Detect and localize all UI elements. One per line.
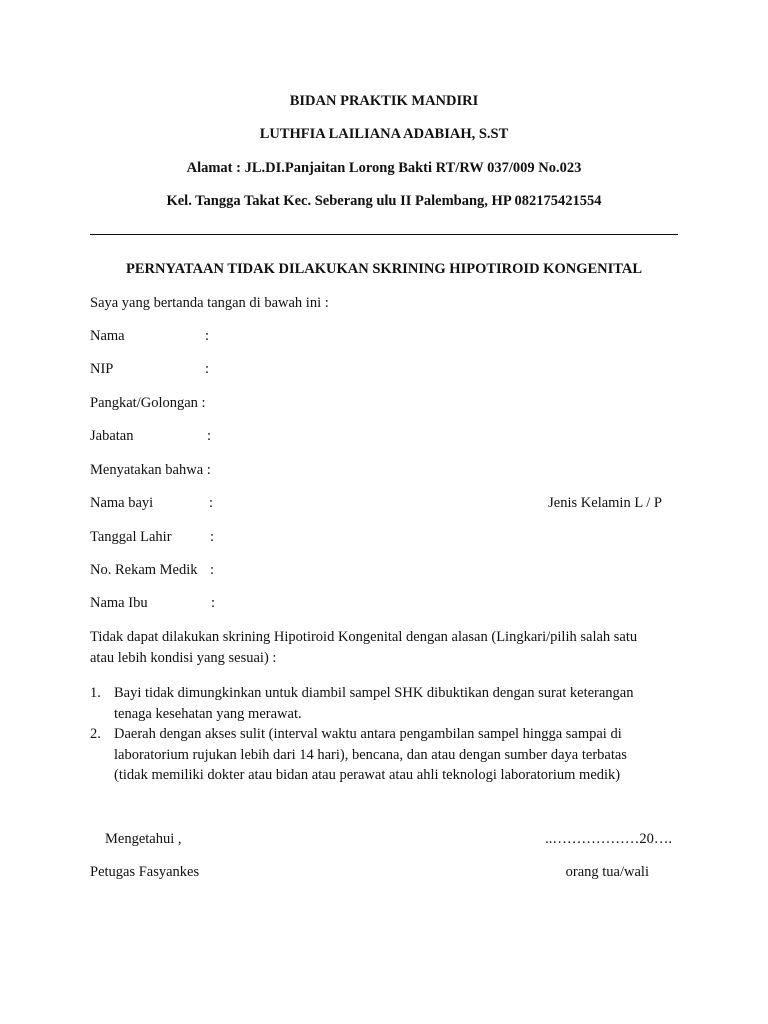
statement-label: Menyatakan bahwa : (90, 462, 211, 478)
list-item-line: Bayi tidak dimungkinkan untuk diambil sampel SHK dibuktikan dengan surat keterangan (114, 685, 634, 701)
field-tanggal-lahir-label: Tanggal Lahir (90, 529, 172, 545)
field-nip-label: NIP (90, 361, 114, 377)
field-nama-bayi-colon: : (209, 495, 214, 511)
reason-list (90, 683, 680, 786)
field-rekam-medik-label: No. Rekam Medik (90, 562, 198, 578)
field-jenis-kelamin: Jenis Kelamin L / P (548, 495, 662, 511)
field-tanggal-lahir-colon: : (210, 529, 215, 545)
reason-line-2: atau lebih kondisi yang sesuai) : (90, 650, 277, 666)
signature-officer-label: Petugas Fasyankes (90, 864, 200, 880)
field-jabatan-label: Jabatan (90, 428, 134, 444)
list-item (90, 724, 680, 786)
intro-text: Saya yang bertanda tangan di bawah ini : (90, 295, 329, 311)
field-nama-bayi-label: Nama bayi (90, 495, 154, 511)
letterhead-divider (90, 234, 678, 235)
field-pangkat-label: Pangkat/Golongan : (90, 395, 206, 411)
letterhead-address: Alamat : JL.DI.Panjaitan Lorong Bakti RT/RW 037/009 No.023 (186, 160, 582, 176)
list-item-line: Daerah dengan akses sulit (interval waktu antara pengambilan sampel hingga sampai di (114, 726, 622, 742)
document-title: PERNYATAAN TIDAK DILAKUKAN SKRINING HIPOTIROID KONGENITAL (125, 261, 643, 277)
field-nama-ibu-label: Nama Ibu (90, 595, 148, 611)
list-item-line: (tidak memiliki dokter atau bidan atau perawat atau ahli teknologi laboratorium medik) (114, 767, 621, 783)
field-nama-ibu-colon: : (211, 595, 216, 611)
list-item-number: 1. (90, 685, 101, 701)
list-item-line: tenaga kesehatan yang merawat. (114, 705, 302, 722)
field-rekam-medik-colon: : (210, 562, 215, 578)
field-nama-colon: : (205, 328, 210, 344)
list-item-number: 2. (90, 726, 101, 742)
letterhead-contact: Kel. Tangga Takat Kec. Seberang ulu II Palembang, HP 082175421554 (166, 193, 602, 209)
letterhead-midwife-name: LUTHFIA LAILIANA ADABIAH, S.ST (259, 126, 509, 142)
signature-acknowledged: Mengetahui , (105, 831, 182, 847)
list-item-line: laboratorium rujukan lebih dari 14 hari), bencana, dan atau dengan sumber daya terbatas (114, 746, 627, 763)
field-jabatan-colon: : (207, 428, 212, 444)
reason-line-1: Tidak dapat dilakukan skrining Hipotiroid Kongenital dengan alasan (Lingkari/pilih salah satu (90, 629, 638, 645)
signature-date: ..………………20…. (545, 831, 672, 847)
field-nip-colon: : (205, 361, 210, 377)
list-item (90, 683, 680, 724)
field-nama-label: Nama (90, 328, 125, 344)
signature-guardian-label: orang tua/wali (565, 864, 649, 880)
letterhead-clinic-name: BIDAN PRAKTIK MANDIRI (289, 93, 479, 109)
